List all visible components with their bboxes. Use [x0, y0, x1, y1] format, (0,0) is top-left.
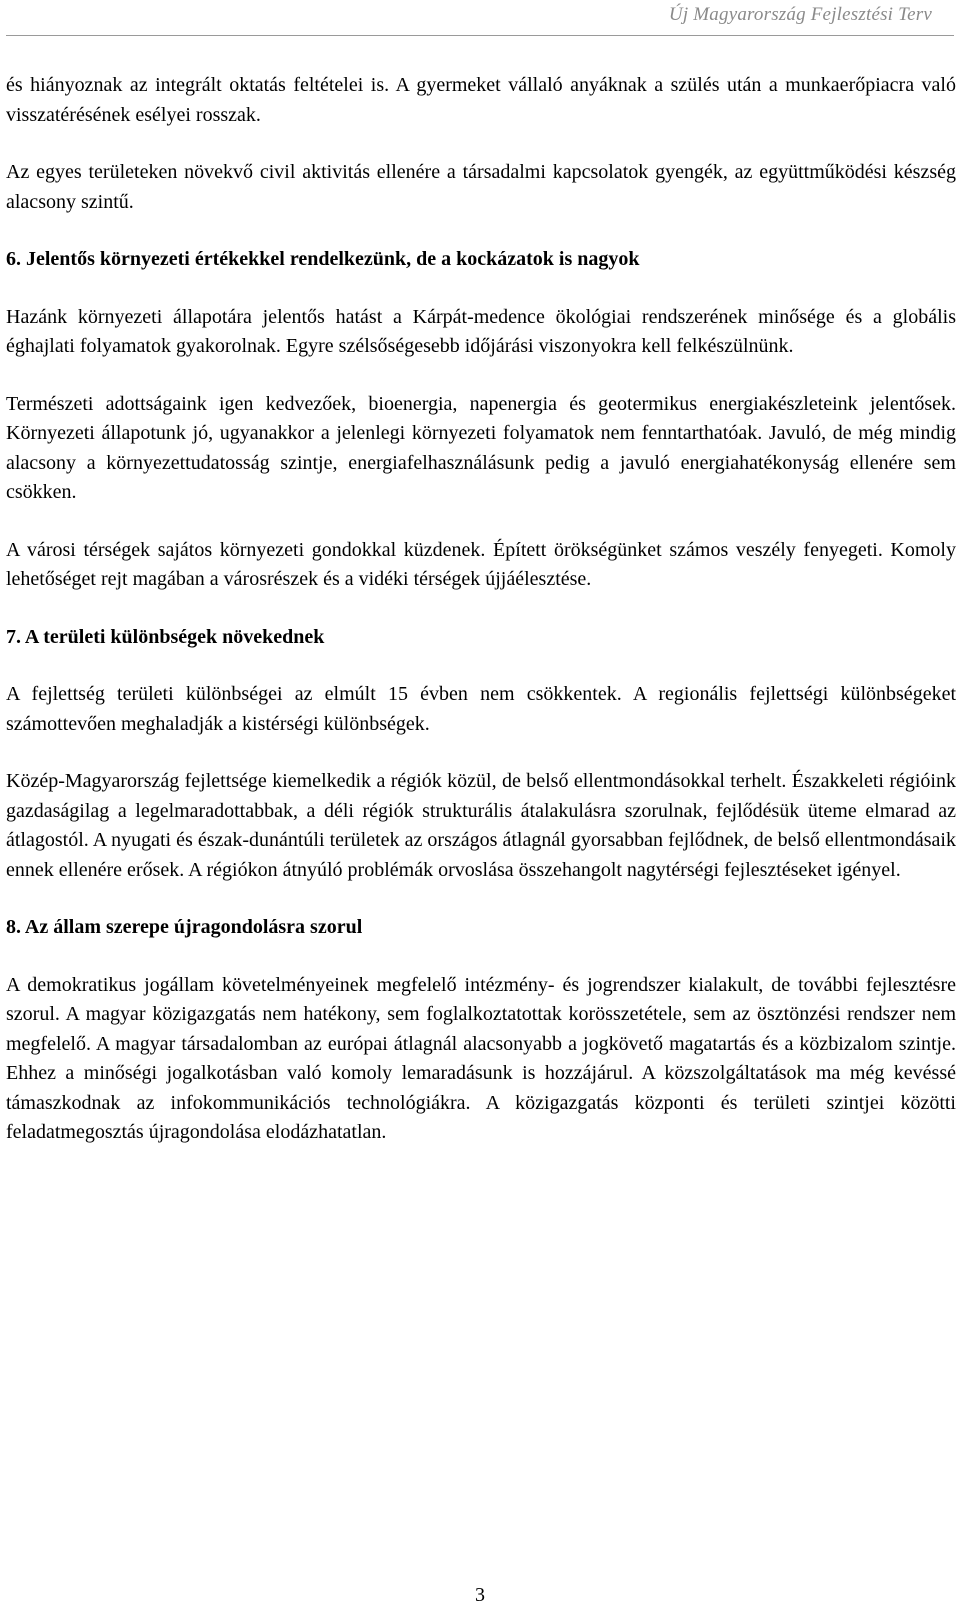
- header-divider: [6, 35, 954, 36]
- paragraph: Közép-Magyarország fejlettsége kiemelkedik a régiók közül, de belső ellentmondásokkal terhelt. Északkeleti régióink gazdaságilag a legelmaradottabbak, a déli régiók strukturális átalakulásra szorulnak, fejlődésük üteme elmarad az átlagostól. A nyugati és észak-dunántúli területek az országos átlagnál gyorsabban fejlődnek, de belső ellentmondásaik ennek ellenére erősek. A régiókon átnyúló problémák orvoslása összehangolt nagytérségi fejlesztéseket igényel.: [6, 770, 956, 881]
- paragraph: A fejlettség területi különbségei az elmúlt 15 évben nem csökkentek. A regionális fejlettségi különbségeket számottevően meghaladják a kistérségi különbségek.: [6, 683, 956, 735]
- section-heading-6: 6. Jelentős környezeti értékekkel rendelkezünk, de a kockázatok is nagyok: [6, 248, 640, 270]
- paragraph: Az egyes területeken növekvő civil aktivitás ellenére a társadalmi kapcsolatok gyengék, az együttműködési készség alacsony szintű.: [6, 161, 956, 213]
- running-header: Új Magyarország Fejlesztési Terv: [668, 4, 932, 25]
- paragraph: Természeti adottságaink igen kedvezőek, bioenergia, napenergia és geotermikus energiakészleteink jelentősek. Környezeti állapotunk jó, ugyanakkor a jelenlegi környezeti folyamatok nem fenntarthatóak. Javuló, de még mindig alacsony a környezettudatosság szintje, energiafelhasználásunk pedig a javuló energiahatékonyság ellenére sem csökken.: [6, 392, 956, 503]
- paragraph: Hazánk környezeti állapotára jelentős hatást a Kárpát-medence ökológiai rendszerének minősége és a globális éghajlati folyamatok gyakorolnak. Egyre szélsőségesebb időjárási viszonyokra kell felkészülnünk.: [6, 305, 956, 357]
- page-number: 3: [475, 1584, 485, 1606]
- paragraph: és hiányoznak az integrált oktatás feltételei is. A gyermeket vállaló anyáknak a szülés után a munkaerőpiacra való visszatérésének esélyei rosszak.: [6, 74, 956, 126]
- section-heading-8: 8. Az állam szerepe újragondolásra szorul: [6, 916, 363, 938]
- section-heading-7: 7. A területi különbségek növekednek: [6, 625, 325, 648]
- paragraph: A demokratikus jogállam követelményeinek megfelelő intézmény- és jogrendszer kialakult, de további fejlesztésre szorul. A magyar közigazgatás nem hatékony, sem foglalkoztatottak korösszetétele, sem az ösztönzési rendszer nem megfelelő. A magyar társadalomban az európai átlagnál alacsonyabb a jogkövető magatartás és a közbizalom szintje. Ehhez a minőségi jogalkotásban való komoly lemaradásunk is hozzájárul. A közszolgáltatások ma még kevéssé támaszkodnak az infokommunikációs technológiákra. A közigazgatás központi és területi szintjei közötti feladatmegosztás újragondolása elodázhatatlan.: [6, 973, 956, 1143]
- document-body: [6, 71, 956, 1148]
- paragraph: A városi térségek sajátos környezeti gondokkal küzdenek. Épített örökségünket számos veszély fenyegeti. Komoly lehetőséget rejt magában a városrészek és a vidéki térségek újjáélesztése.: [6, 538, 956, 590]
